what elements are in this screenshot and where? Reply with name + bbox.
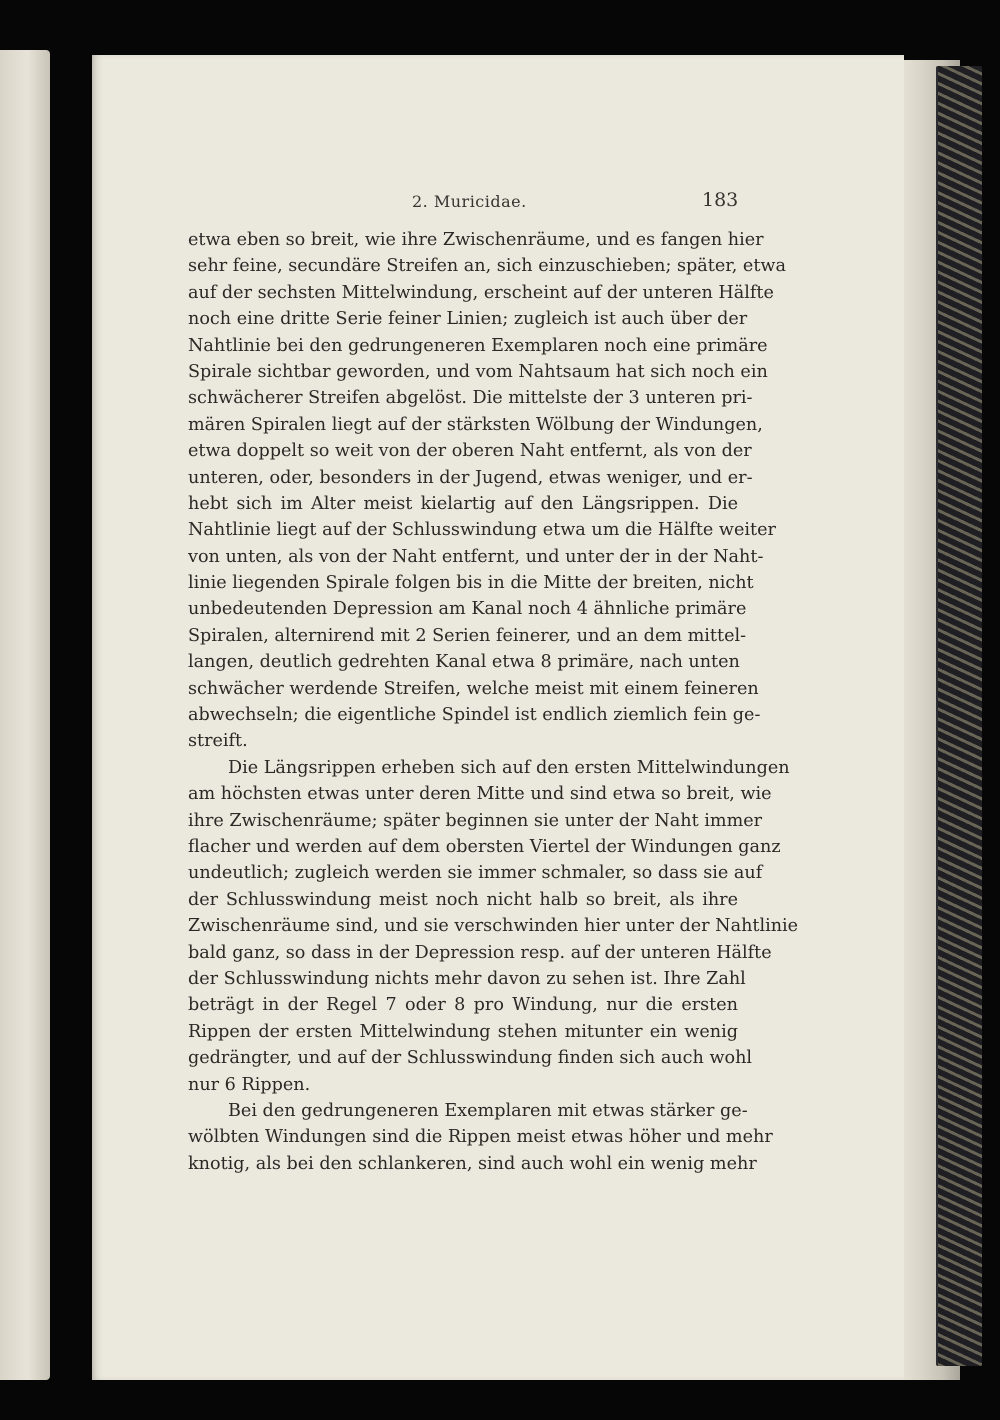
text-line: beträgt in der Regel 7 oder 8 pro Windung, nur die ersten: [188, 995, 738, 1016]
text-line: nur 6 Rippen.: [188, 1074, 311, 1095]
text-line: unbedeutenden Depression am Kanal noch 4 ähnliche primäre: [188, 599, 747, 620]
text-line: etwa doppelt so weit von der oberen Naht entfernt, als von der: [188, 441, 752, 462]
text-line: undeutlich; zugleich werden sie immer schmaler, so dass sie auf: [188, 863, 763, 884]
text-line: bald ganz, so dass in der Depression resp. auf der unteren Hälfte: [188, 942, 772, 963]
text-line: der Schlusswindung meist noch nicht halb so breit, als ihre: [188, 889, 738, 910]
text-line: langen, deutlich gedrehten Kanal etwa 8 primäre, nach unten: [188, 652, 740, 673]
text-line: am höchsten etwas unter deren Mitte und sind etwa so breit, wie: [188, 784, 772, 805]
left-page-edge: [0, 50, 50, 1380]
body-text: [188, 227, 799, 1177]
text-line: noch eine dritte Serie feiner Linien; zugleich ist auch über der: [188, 309, 748, 330]
text-line: sehr feine, secundäre Streifen an, sich einzuschieben; später, etwa: [188, 256, 786, 277]
text-line: hebt sich im Alter meist kielartig auf den Längsrippen. Die: [188, 493, 738, 514]
text-line: wölbten Windungen sind die Rippen meist etwas höher und mehr: [188, 1127, 773, 1148]
text-line: ihre Zwischenräume; später beginnen sie unter der Naht immer: [188, 810, 763, 831]
text-line: auf der sechsten Mittelwindung, erscheint auf der unteren Hälfte: [188, 282, 774, 303]
text-line: gedrängter, und auf der Schlusswindung finden sich auch wohl: [188, 1048, 753, 1069]
text-line: etwa eben so breit, wie ihre Zwischenräume, und es fangen hier: [188, 230, 764, 250]
text-line: abwechseln; die eigentliche Spindel ist endlich ziemlich fein ge-: [188, 705, 761, 726]
text-line: streift.: [188, 731, 248, 752]
paragraph-start-line: Bei den gedrungeneren Exemplaren mit etwas stärker ge-: [228, 1100, 748, 1121]
text-line: der Schlusswindung nichts mehr davon zu sehen ist. Ihre Zahl: [188, 968, 746, 989]
book-page: [92, 55, 904, 1380]
text-line: Spirale sichtbar geworden, und vom Nahtsaum hat sich noch ein: [188, 361, 768, 382]
page-header: [92, 189, 904, 222]
running-head: 2. Muricidae.: [412, 192, 527, 211]
marbled-cover-edge: [936, 66, 982, 1366]
text-line: schwächer werdende Streifen, welche meist mit einem feineren: [188, 678, 759, 699]
text-line: Zwischenräume sind, und sie verschwinden hier unter der Nahtlinie: [188, 916, 799, 937]
text-line: Nahtlinie bei den gedrungeneren Exemplaren noch eine primäre: [188, 335, 768, 356]
text-line: Nahtlinie liegt auf der Schlusswindung etwa um die Hälfte weiter: [188, 520, 776, 541]
paragraph-start-line: Die Längsrippen erheben sich auf den ersten Mittelwindungen: [228, 757, 790, 778]
text-line: schwächerer Streifen abgelöst. Die mittelste der 3 unteren pri-: [188, 388, 753, 409]
text-line: unteren, oder, besonders in der Jugend, etwas weniger, und er-: [188, 467, 753, 488]
text-line: linie liegenden Spirale folgen bis in die Mitte der breiten, nicht: [188, 573, 754, 594]
page-number: 183: [702, 189, 739, 211]
text-line: mären Spiralen liegt auf der stärksten Wölbung der Windungen,: [188, 414, 763, 435]
text-line: von unten, als von der Naht entfernt, und unter der in der Naht-: [188, 546, 764, 567]
text-line: Rippen der ersten Mittelwindung stehen mitunter ein wenig: [188, 1021, 738, 1042]
text-line: Spiralen, alternirend mit 2 Serien feinerer, und an dem mittel-: [188, 625, 747, 646]
text-line: knotig, als bei den schlankeren, sind auch wohl ein wenig mehr: [188, 1153, 757, 1174]
text-line: flacher und werden auf dem obersten Viertel der Windungen ganz: [188, 836, 781, 857]
